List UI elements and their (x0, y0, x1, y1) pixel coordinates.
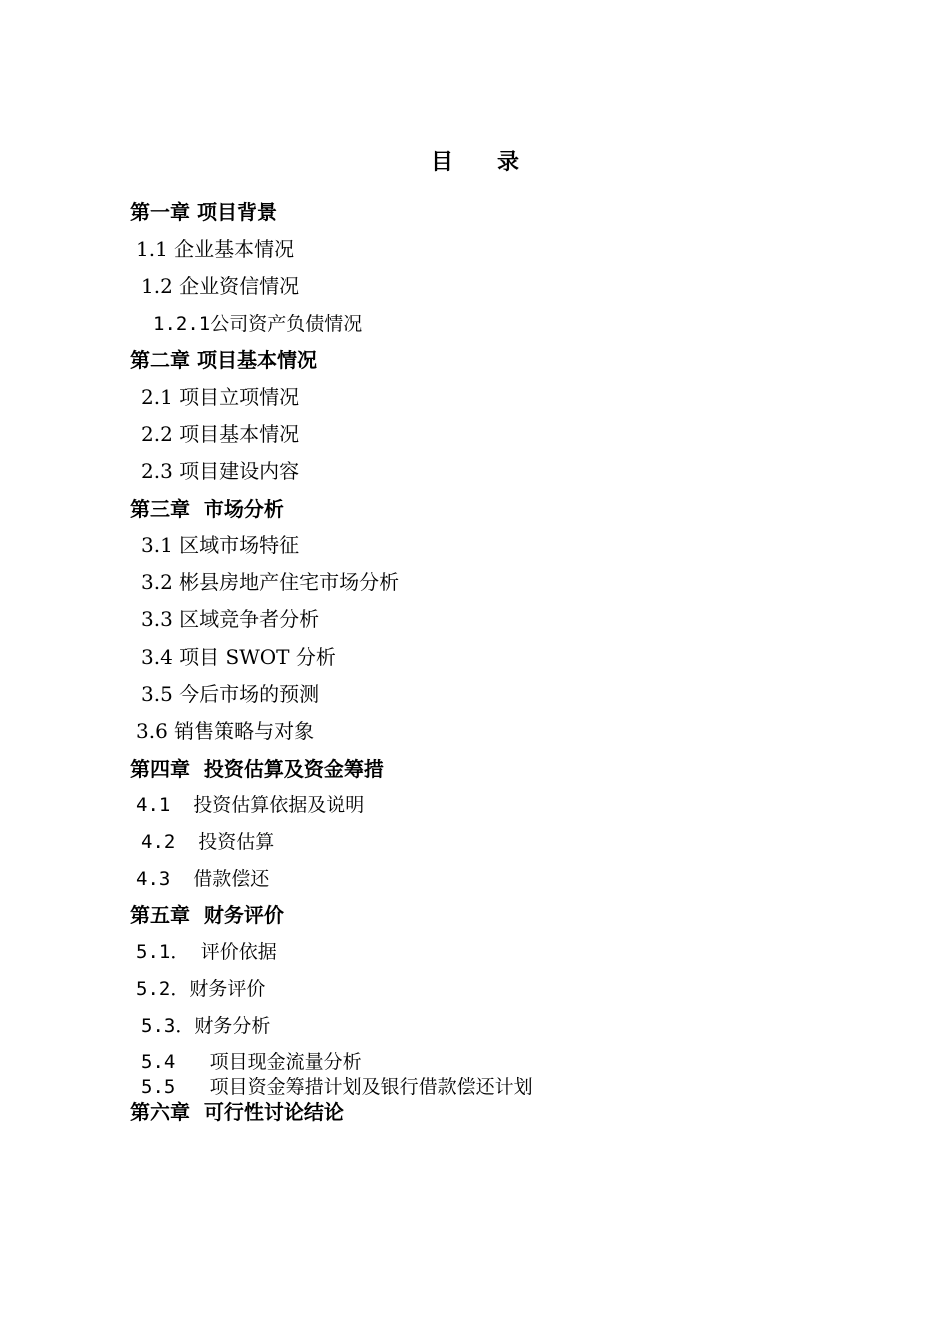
toc-section-5-3[interactable]: 5.3．财务分析 (141, 1015, 271, 1037)
toc-section-4-3[interactable]: 4.3 借款偿还 (136, 868, 270, 890)
toc-section-5-2[interactable]: 5.2．财务评价 (136, 978, 266, 1000)
toc-section-3-1[interactable]: 3.1 区域市场特征 (141, 533, 300, 557)
toc-section-2-1[interactable]: 2.1 项目立项情况 (141, 385, 300, 409)
toc-chapter-2[interactable]: 第二章 项目基本情况 (130, 348, 317, 372)
toc-section-1-1[interactable]: 1.1 企业基本情况 (136, 237, 295, 261)
toc-section-1-2[interactable]: 1.2 企业资信情况 (141, 274, 300, 298)
toc-section-3-6[interactable]: 3.6 销售策略与对象 (136, 719, 315, 743)
toc-title-left: 目 (430, 149, 453, 175)
toc-chapter-3[interactable]: 第三章 市场分析 (130, 497, 284, 521)
toc-section-3-2[interactable]: 3.2 彬县房地产住宅市场分析 (141, 570, 400, 594)
toc-section-3-5[interactable]: 3.5 今后市场的预测 (141, 682, 320, 706)
toc-chapter-5[interactable]: 第五章 财务评价 (130, 903, 284, 927)
toc-section-5-1[interactable]: 5.1． 评价依据 (136, 941, 277, 963)
toc-section-1-2-1[interactable]: 1.2.1公司资产负债情况 (153, 313, 363, 335)
toc-chapter-6[interactable]: 第六章 可行性讨论结论 (130, 1100, 344, 1124)
toc-title-right: 录 (497, 149, 520, 175)
toc-chapter-1[interactable]: 第一章 项目背景 (130, 200, 277, 224)
toc-section-2-2[interactable]: 2.2 项目基本情况 (141, 422, 300, 446)
toc-section-4-1[interactable]: 4.1 投资估算依据及说明 (136, 794, 365, 816)
toc-section-5-5[interactable]: 5.5 项目资金筹措计划及银行借款偿还计划 (141, 1076, 533, 1098)
toc-section-4-2[interactable]: 4.2 投资估算 (141, 831, 275, 853)
toc-section-2-3[interactable]: 2.3 项目建设内容 (141, 459, 300, 483)
toc-chapter-4[interactable]: 第四章 投资估算及资金筹措 (130, 757, 384, 781)
toc-section-3-4[interactable]: 3.4 项目 SWOT 分析 (141, 645, 336, 669)
toc-section-5-4[interactable]: 5.4 项目现金流量分析 (141, 1051, 362, 1073)
toc-title (0, 145, 950, 176)
toc-section-3-3[interactable]: 3.3 区域竞争者分析 (141, 607, 320, 631)
